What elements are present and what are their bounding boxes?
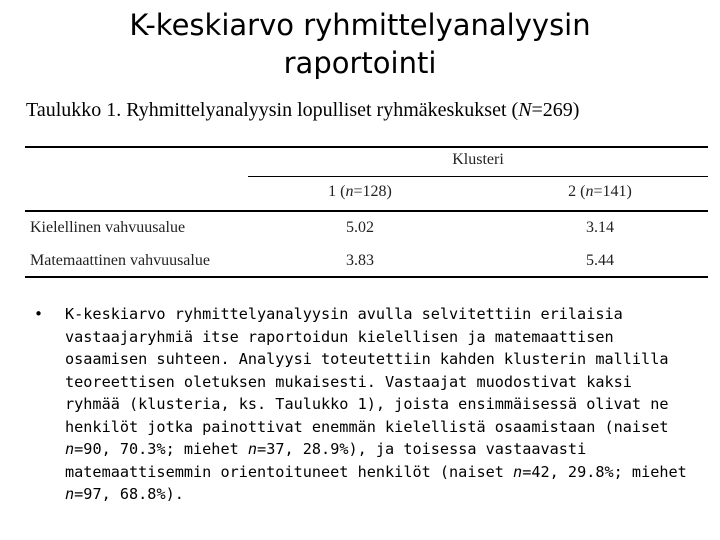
column-header-cluster-1: 1 (n=128) [328,183,392,200]
table-top-rule [25,146,708,148]
table-header-rule [25,210,708,212]
cell-math-cluster-1: 3.83 [346,252,374,269]
slide-title-line-1: K-keskiarvo ryhmittelyanalyysin [129,8,591,42]
bullet-text: K-keskiarvo ryhmittelyanalyysin avulla selvitettiin erilaisia vastaajaryhmiä itse raportoidun kielellisen ja matemaattisen osaamisen suhteen. Analyysi toteutettiin kahden klusterin mallilla teoreettisen oletuksen mukaisesti. Vastaajat muodostivat kaksi ryhmää (klusteria, ks. Taulukko 1), joista ensimmäisessä olivat ne henkilöt jotka painottivat enemmän kielellistä osaamistaan (naiset n=90, 70.3%; miehet n=37, 28.9%), ja toisessa vastaavasti matemaattisemmin orientoituneet henkilöt (naiset n=42, 29.8%; miehet n=97, 68.8%). [65,305,687,503]
table-caption-n: N [518,99,532,121]
bullet-paragraph [30,303,690,506]
table-caption-suffix: =269) [531,99,580,121]
cell-verbal-cluster-1: 5.02 [346,219,374,236]
cell-verbal-cluster-2: 3.14 [586,219,614,236]
row-label-math: Matemaattinen vahvuusalue [30,252,210,269]
cell-math-cluster-2: 5.44 [586,252,614,269]
cluster-header: Klusteri [452,151,504,168]
column-header-cluster-2: 2 (n=141) [568,183,632,200]
slide-title-line-2: raportointi [283,46,437,80]
table-caption-prefix: Taulukko 1. Ryhmittelyanalyysin lopulliset ryhmäkeskukset ( [26,99,519,121]
table-caption [26,99,716,122]
table-bottom-rule [25,276,708,278]
slide-title [0,6,720,82]
row-label-verbal: Kielellinen vahvuusalue [30,219,186,236]
cluster-header-rule [248,176,708,177]
bullet-marker: • [34,305,44,323]
